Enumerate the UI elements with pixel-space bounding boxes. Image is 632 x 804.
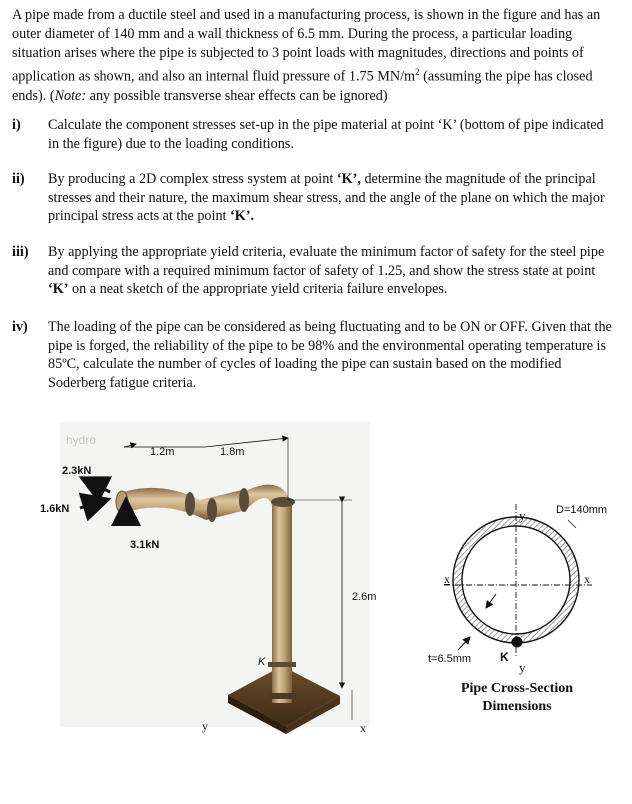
caption-line-2: Dimensions [482, 699, 552, 714]
axis-x-label: x [360, 721, 366, 735]
y-top-label: y [519, 508, 526, 523]
flange [239, 488, 249, 512]
flange [268, 693, 296, 699]
question-text: By applying the appropriate yield criteria, evaluate the minimum factor of safety for the steel pipe and compare with a required minimum factor of safety of 1.25, and show the stress state at point ‘K’ on a neat sketch of the appropriate yield criteria failure envelopes. [48, 244, 605, 297]
note-label: Note: [54, 87, 87, 104]
question-number: iv) [12, 319, 28, 335]
watermark-text: hydro [66, 433, 97, 447]
axis-y-label: y [202, 719, 208, 733]
pipe-figure [0, 400, 632, 804]
superscript-2: 2 [415, 67, 420, 77]
dim-tick [568, 520, 576, 528]
load-label-3: 3.1kN [130, 539, 160, 551]
statement-text-3: any possible transverse shear effects can be ignored) [86, 87, 388, 104]
dim-label-height: 2.6m [352, 591, 377, 603]
statement-text-2: (assuming the pipe has closed ends). ( [12, 68, 593, 104]
question-ii [12, 170, 612, 226]
load-label-2: 1.6kN [40, 503, 70, 515]
flange [185, 492, 195, 516]
flange [268, 662, 296, 667]
x-left-label: x [444, 572, 450, 586]
question-number: ii) [12, 171, 25, 187]
load-label-1: 2.3kN [62, 465, 92, 477]
flange [271, 497, 295, 507]
question-iv [12, 318, 612, 392]
thickness-arrow-outer [458, 637, 470, 650]
thickness-label: t=6.5mm [428, 653, 472, 665]
x-right-label: x [584, 572, 590, 586]
point-k-label: K [258, 656, 266, 668]
question-text: Calculate the component stresses set-up in the pipe material at point ‘K’ (bottom of pipe indicated in the figure) due to the loading conditions. [48, 117, 604, 152]
problem-statement [12, 6, 612, 106]
point-k-marker [512, 637, 523, 648]
question-text: By producing a 2D complex stress system at point ‘K’, determine the magnitude of the principal stresses and their nature, the maximum shear stress, and the angle of the plane on which the major principal stress acts at the point ‘K’. [48, 171, 605, 224]
question-number: iii) [12, 244, 29, 260]
dim-label-2: 1.8m [220, 446, 245, 458]
photo-background [60, 422, 370, 727]
dim-label-1: 1.2m [150, 446, 175, 458]
question-number: i) [12, 117, 21, 133]
flange [207, 498, 217, 522]
statement-text: A pipe made from a ductile steel and used in a manufacturing process, is shown in the figure and has an outer diameter of 140 mm and a wall thickness of 6.5 mm. During the process, a particular loading situation arises where the pipe is subjected to 3 point loads with magnitudes, directions and points of application as shown, and also an internal fluid pressure of 1.75 MN/m [12, 7, 601, 85]
question-iii [12, 243, 612, 299]
question-i [12, 116, 612, 153]
vertical-pipe [272, 505, 292, 703]
diameter-label: D=140mm [556, 504, 608, 516]
cross-section [428, 504, 607, 714]
question-text: The loading of the pipe can be considered as being fluctuating and to be ON or OFF. Given that the pipe is forged, the reliability of the pipe to be 98% and the environmental operating temperature is 85ºC, calculate the number of cycles of loading the pipe can sustain based on the modified Soderberg fatigue criteria. [48, 319, 612, 391]
point-k-label: K [500, 650, 509, 664]
y-bottom-label: y [519, 660, 526, 675]
caption-line-1: Pipe Cross-Section [460, 681, 574, 696]
